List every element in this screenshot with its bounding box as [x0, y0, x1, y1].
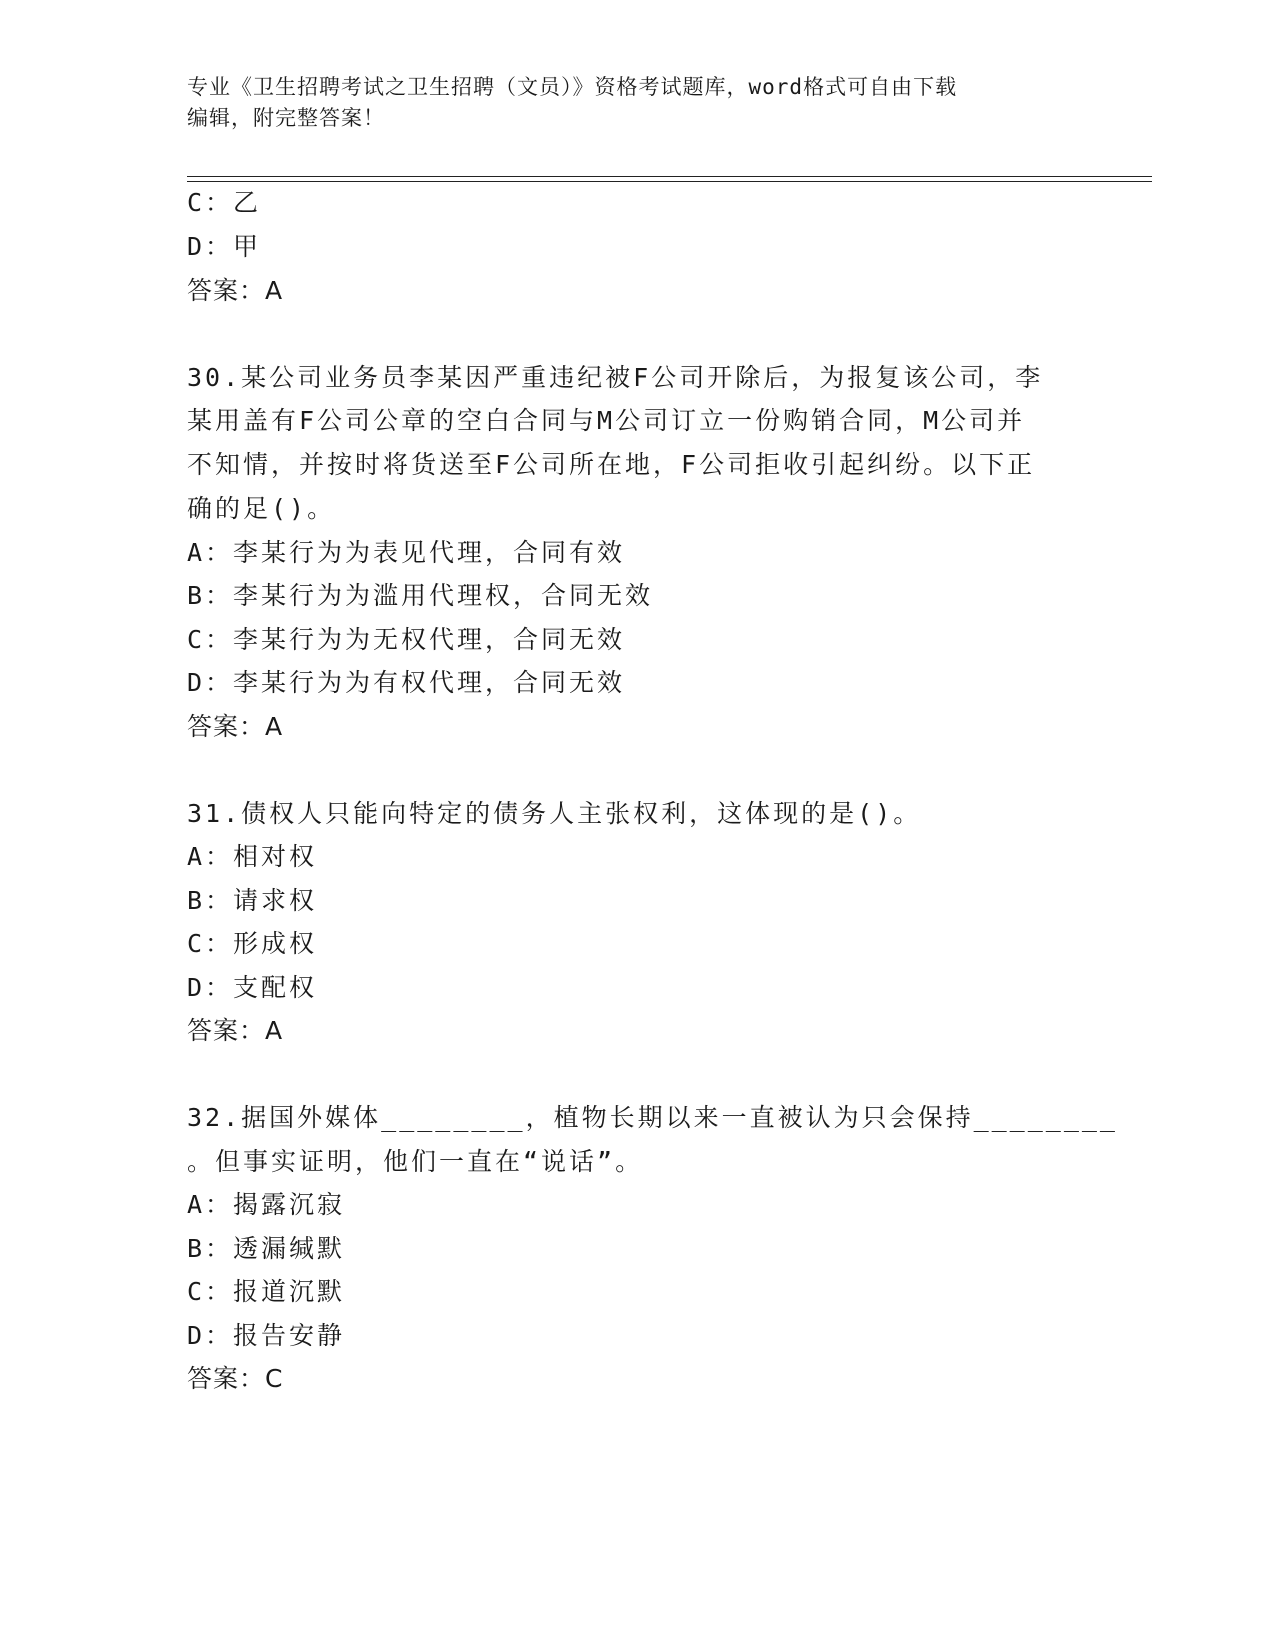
q32-option-d: D：报告安静 — [187, 1321, 346, 1350]
q32-option-c: C：报道沉默 — [187, 1277, 346, 1306]
q31-answer: 答案：A — [187, 1016, 284, 1045]
header-divider-top — [187, 176, 1152, 177]
q31-option-c: C：形成权 — [187, 929, 318, 958]
q32-stem-line-1: 32.据国外媒体________，植物长期以来一直被认为只会保持________ — [187, 1103, 1118, 1132]
q30-option-c: C：李某行为为无权代理，合同无效 — [187, 625, 626, 654]
prev-answer: 答案：A — [187, 276, 284, 305]
q32-option-a: A：揭露沉寂 — [187, 1190, 346, 1219]
q31-option-b: B：请求权 — [187, 886, 318, 915]
prev-option-d: D：甲 — [187, 232, 262, 261]
q30-option-d: D：李某行为为有权代理，合同无效 — [187, 668, 626, 697]
q30-answer: 答案：A — [187, 712, 284, 741]
header-divider-bottom — [187, 181, 1152, 182]
q32-stem-line-2: 。但事实证明，他们一直在“说话”。 — [187, 1147, 644, 1176]
q31-option-d: D：支配权 — [187, 973, 318, 1002]
q30-stem-line-4: 确的足()。 — [187, 494, 336, 523]
q31-stem-line-1: 31.债权人只能向特定的债务人主张权利，这体现的是()。 — [187, 799, 922, 828]
q32-option-b: B：透漏缄默 — [187, 1234, 346, 1263]
q30-stem-line-3: 不知情，并按时将货送至F公司所在地，F公司拒收引起纠纷。以下正 — [187, 450, 1036, 479]
q30-option-a: A：李某行为为表见代理，合同有效 — [187, 538, 626, 567]
q30-stem-line-2: 某用盖有F公司公章的空白合同与M公司订立一份购销合同，M公司并 — [187, 406, 1026, 435]
header-line-2: 编辑，附完整答案！ — [187, 106, 385, 130]
q32-answer: 答案：C — [187, 1364, 284, 1393]
page-header — [187, 72, 1087, 134]
header-line-1: 专业《卫生招聘考试之卫生招聘（文员）》资格考试题库，word格式可自由下载 — [187, 75, 958, 99]
q31-option-a: A：相对权 — [187, 842, 318, 871]
q30-option-b: B：李某行为为滥用代理权，合同无效 — [187, 581, 654, 610]
prev-option-c: C：乙 — [187, 188, 262, 217]
q30-stem-line-1: 30.某公司业务员李某因严重违纪被F公司开除后，为报复该公司，李 — [187, 363, 1044, 392]
